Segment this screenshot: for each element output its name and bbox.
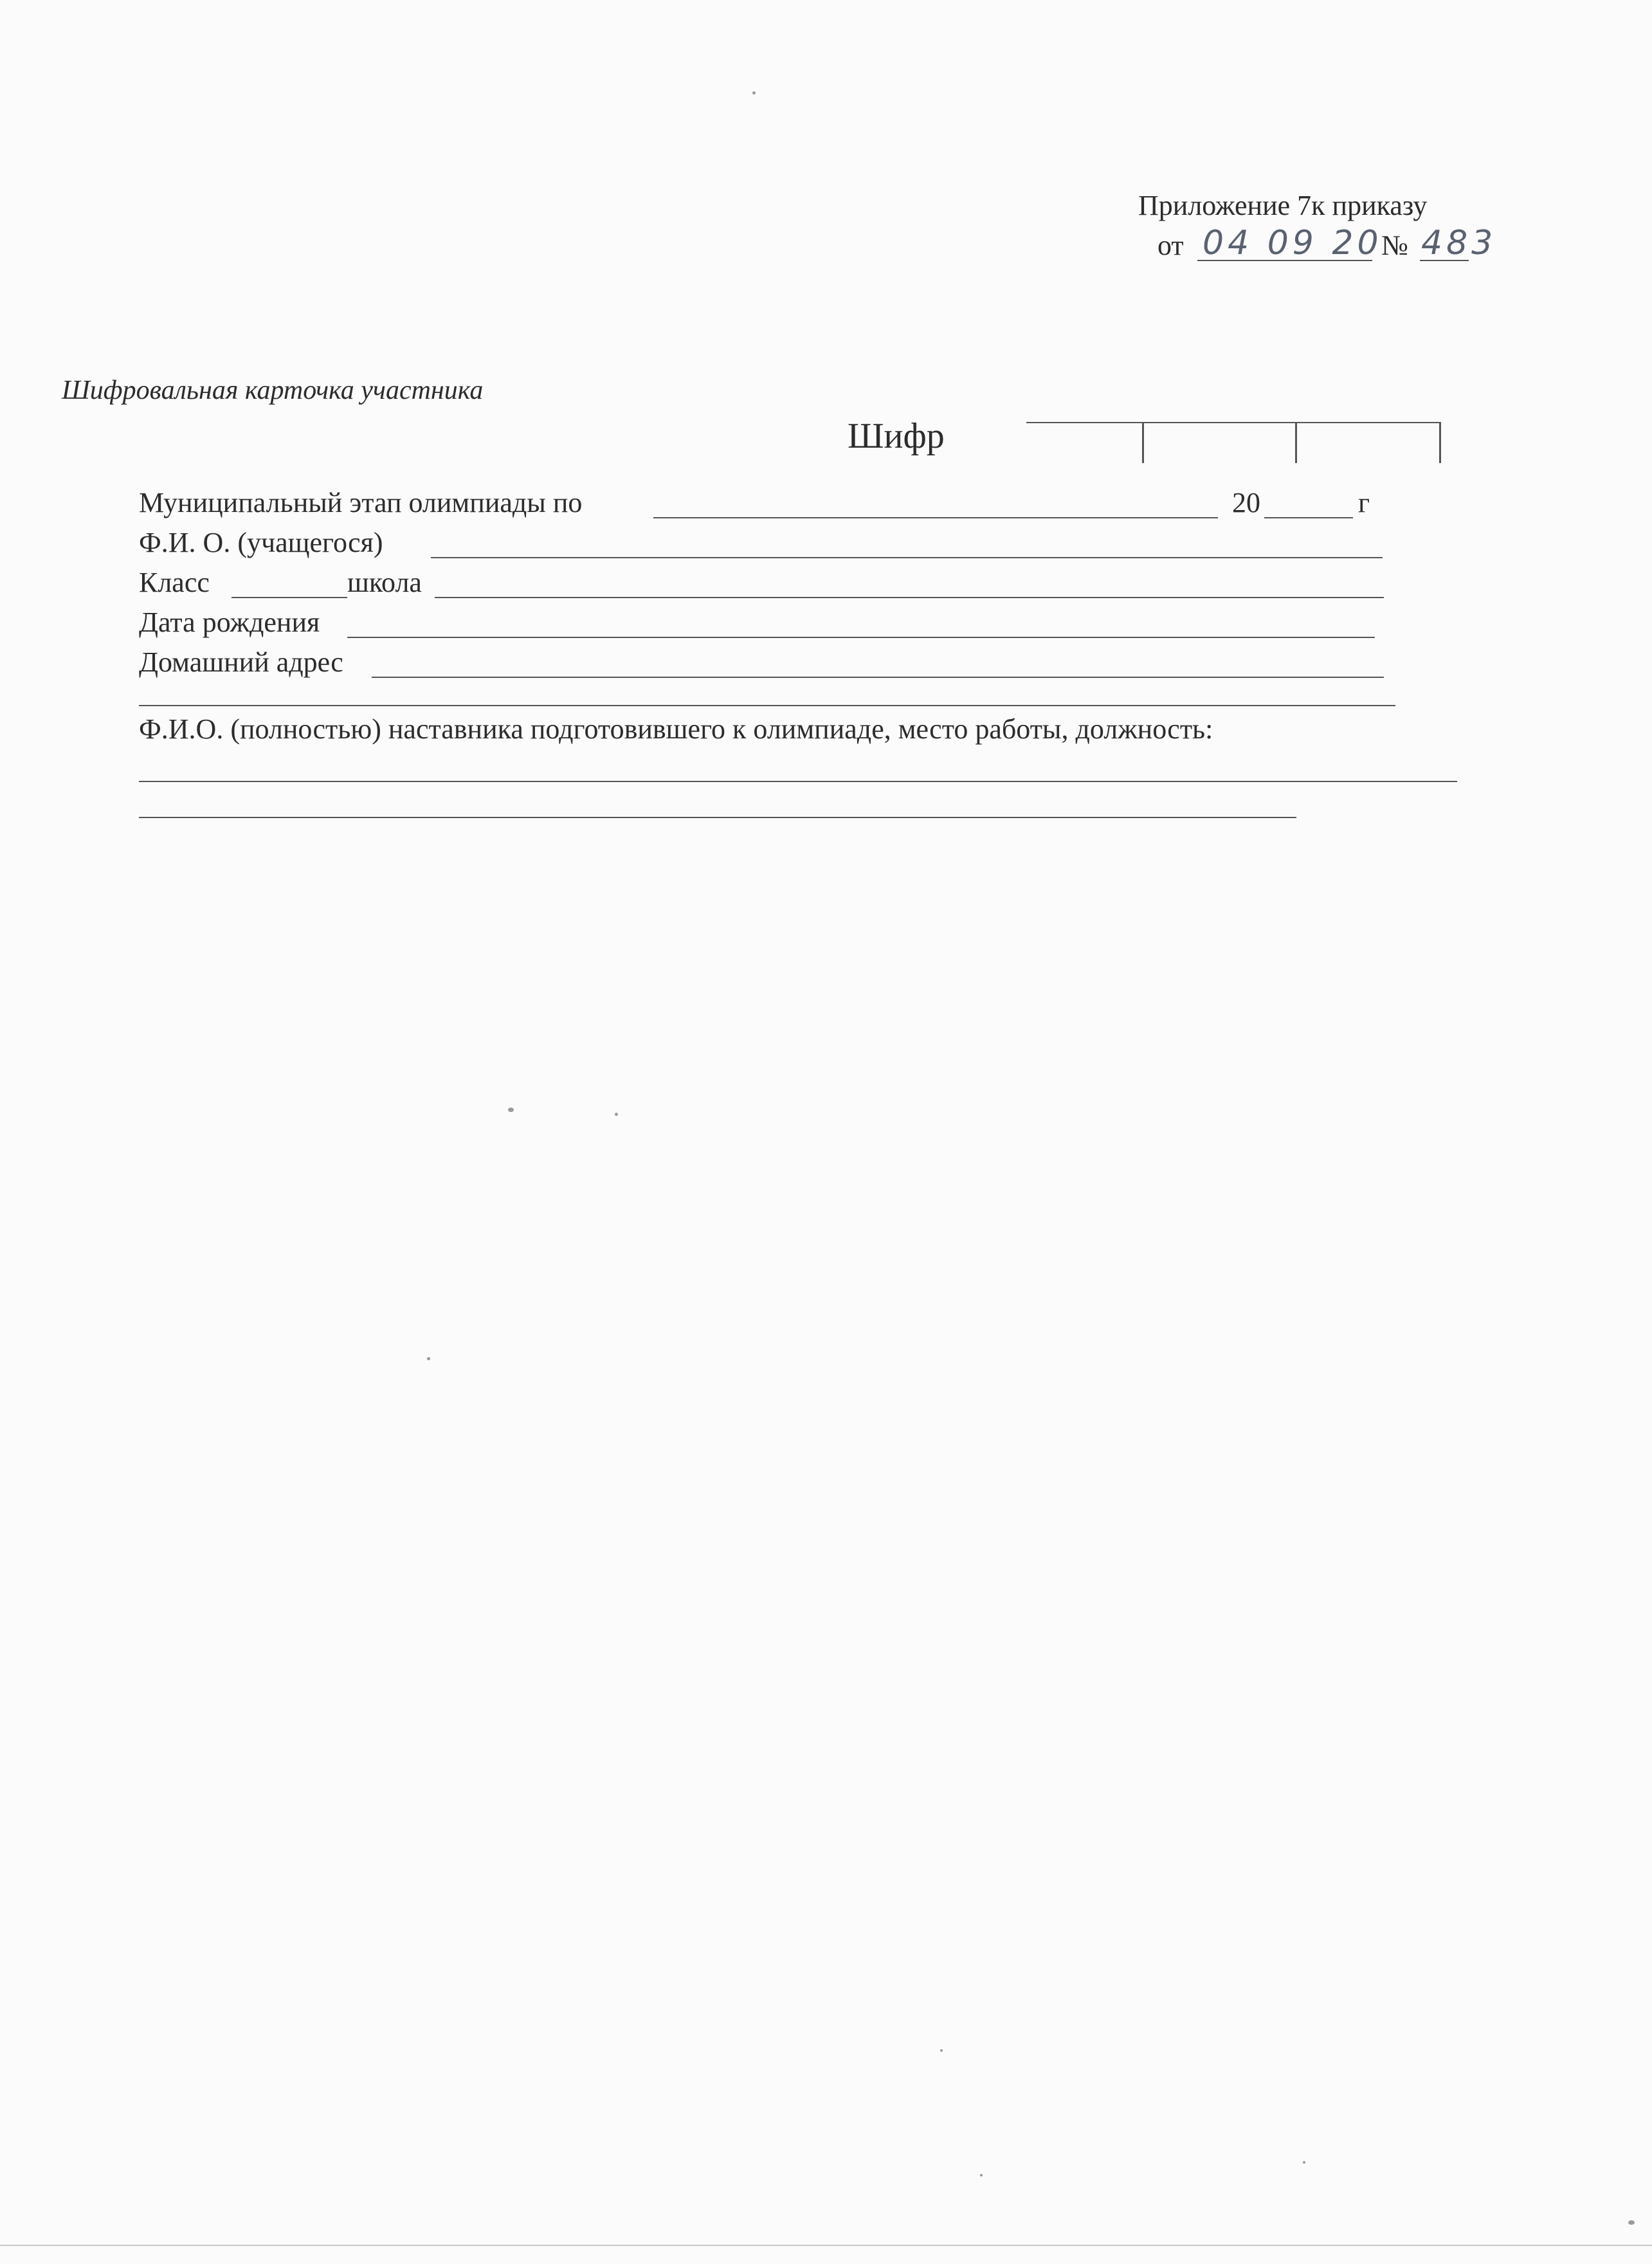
cipher-label: Шифр — [848, 416, 945, 456]
cipher-box-right-edge — [1439, 422, 1441, 463]
scan-speck — [980, 2174, 983, 2177]
school-label: школа — [347, 567, 422, 598]
scan-speck — [508, 1108, 514, 1112]
scan-speck — [615, 1113, 618, 1116]
mentor-field-line-1[interactable] — [139, 781, 1457, 782]
olympiad-subject-field[interactable] — [653, 517, 1218, 518]
cipher-box-divider-1 — [1142, 422, 1144, 463]
order-date-prefix: от — [1157, 230, 1184, 261]
card-title: Шифровальная карточка участника — [62, 376, 484, 405]
page-bottom-edge — [0, 2245, 1652, 2246]
order-number-sign: № — [1381, 230, 1408, 261]
class-field[interactable] — [231, 597, 347, 598]
year-prefix: 20 — [1232, 487, 1260, 518]
mentor-field-line-2[interactable] — [139, 817, 1296, 818]
scan-speck — [427, 1357, 430, 1360]
student-name-field[interactable] — [431, 557, 1383, 558]
scan-speck — [1628, 2220, 1635, 2225]
cipher-box-divider-2 — [1295, 422, 1297, 463]
order-number-handwritten: 483 — [1421, 224, 1497, 262]
birth-date-field[interactable] — [347, 637, 1375, 638]
cipher-box-top-line — [1026, 422, 1440, 423]
class-label: Класс — [139, 567, 210, 598]
appendix-heading: Приложение 7к приказу — [1138, 190, 1428, 221]
home-address-label: Домашний адрес — [139, 646, 343, 678]
year-field[interactable] — [1264, 517, 1353, 518]
order-date-handwritten: 04 09 20 — [1203, 224, 1383, 262]
mentor-label: Ф.И.О. (полностью) наставника подготовившего к олимпиаде, место работы, должность: — [139, 713, 1213, 745]
olympiad-stage-label: Муниципальный этап олимпиады по — [139, 487, 583, 518]
home-address-field[interactable] — [372, 677, 1384, 678]
scan-speck — [1303, 2161, 1305, 2164]
scan-speck — [940, 2049, 943, 2052]
school-field[interactable] — [435, 597, 1384, 598]
year-suffix: г — [1358, 487, 1370, 518]
scan-speck — [752, 91, 756, 95]
student-name-label: Ф.И. О. (учащегося) — [139, 527, 383, 558]
home-address-continuation-field[interactable] — [139, 705, 1395, 706]
birth-date-label: Дата рождения — [139, 607, 320, 638]
